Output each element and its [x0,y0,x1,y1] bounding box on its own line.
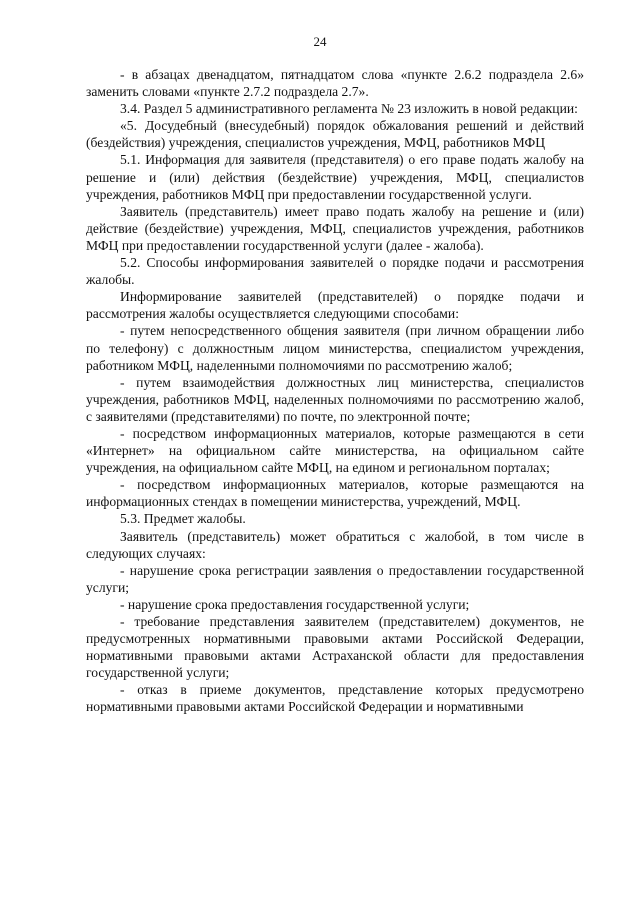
list-item: - требование представления заявителем (представителем) документов, не предусмотренных нормативными правовыми актами Российской Федерации, нормативными правовыми актами Астраханской области для предоставления государственной услуги; [86,614,584,681]
page-number: 24 [313,34,327,49]
document-body [86,66,584,716]
paragraph: 3.4. Раздел 5 административного регламента № 23 изложить в новой редакции: [120,101,578,117]
list-item: - посредством информационных материалов, которые размещаются в сети «Интернет» на официальном сайте министерства, на официальном сайте учреждения, на официальном сайте МФЦ, на едином и региональном порталах; [86,425,584,476]
list-item: - посредством информационных материалов, которые размещаются на информационных стендах в помещении министерства, учреждений, МФЦ. [86,477,584,510]
section-heading: «5. Досудебный (внесудебный) порядок обжалования решений и действий (бездействия) учреждения, специалистов учреждения, МФЦ, работников МФЦ [86,118,584,151]
paragraph: Информирование заявителей (представителей) о порядке подачи и рассмотрения жалобы осуществляется следующими способами: [86,289,584,322]
paragraph: Заявитель (представитель) имеет право подать жалобу на решение и (или) действие (бездействие) учреждения, МФЦ, специалистов учреждения, работников МФЦ при предоставлении государственной услуги (далее - жалоба). [86,203,584,253]
list-item: - нарушение срока предоставления государственной услуги; [120,596,470,612]
list-item: - путем непосредственного общения заявителя (при личном обращении либо по телефону) с должностным лицом министерства, специалистом учреждения, работником МФЦ, наделенными полномочиями по рассмотрению жалоб; [86,323,584,373]
list-item: - нарушение срока регистрации заявления о предоставлении государственной услуги; [86,562,584,595]
paragraph: Заявитель (представитель) может обратиться с жалобой, в том числе в следующих случаях: [86,528,584,561]
paragraph: 5.1. Информация для заявителя (представителя) о его праве подать жалобу на решение и (или) действия (бездействие) учреждения, МФЦ, специалистов учреждения, работников МФЦ при предоставлении государственной услуги. [86,152,584,202]
paragraph: 5.3. Предмет жалобы. [120,511,246,527]
paragraph: - в абзацах двенадцатом, пятнадцатом слова «пункте 2.6.2 подраздела 2.6» заменить словами «пункте 2.7.2 подраздела 2.7». [86,67,584,100]
paragraph: 5.2. Способы информирования заявителей о порядке подачи и рассмотрения жалобы. [86,255,584,288]
list-item: - путем взаимодействия должностных лиц министерства, специалистов учреждения, работников МФЦ, наделенных полномочиями по рассмотрению жалоб, с заявителями (представителями) по почте, по электронной почте; [86,374,584,424]
list-item: - отказ в приеме документов, представление которых предусмотрено нормативными правовыми актами Российской Федерации и нормативными [86,682,584,715]
